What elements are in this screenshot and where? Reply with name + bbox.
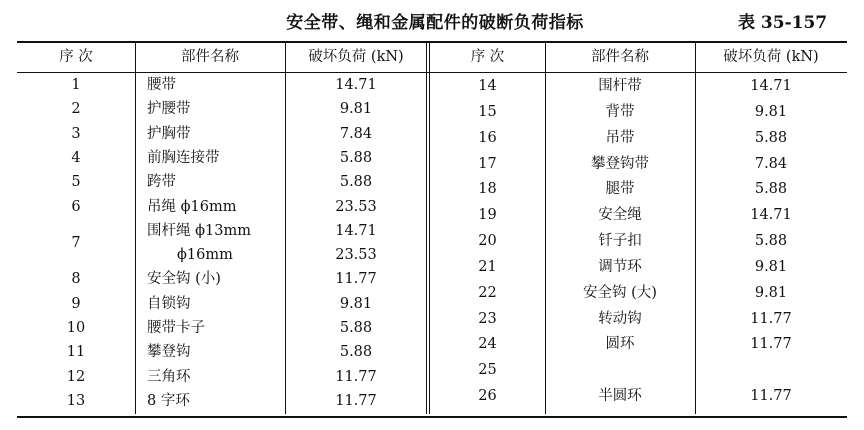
seq-cell: 22 (478, 284, 497, 301)
load-cell: 9.81 (754, 284, 788, 301)
load-cell: 14.71 (335, 77, 377, 93)
load-cell: 5.88 (339, 320, 373, 336)
load-cell: 14.71 (750, 207, 792, 224)
part-name-cell: 护胸带 (147, 125, 191, 142)
header-seq-left: 序 次 (59, 49, 93, 65)
load-cell: 7.84 (339, 125, 373, 142)
load-cell: 11.77 (750, 310, 792, 327)
header-load-right: 破坏负荷 (kN) (723, 49, 819, 65)
seq-cell: 1 (71, 77, 81, 93)
seq-cell: 9 (71, 295, 81, 312)
part-name-cell: 转动钩 (598, 310, 642, 327)
load-cell (695, 359, 847, 381)
seq-cell: 20 (478, 233, 497, 250)
seq-cell: 13 (66, 392, 86, 409)
load-cell: 5.88 (754, 181, 788, 198)
part-name-cell: 腰带卡子 (147, 320, 205, 336)
seq-cell: 15 (478, 103, 497, 120)
load-cell: 5.88 (339, 174, 373, 191)
load-cell: 7.84 (754, 155, 788, 172)
part-name-cell: 围杆绳 ϕ13mm (147, 222, 251, 239)
part-name-cell: 安全钩 (小) (147, 271, 221, 288)
column-divider (135, 43, 136, 414)
seq-cell: 11 (66, 344, 86, 361)
part-name-cell: 腰带 (147, 77, 176, 93)
part-name-cell (545, 359, 695, 381)
load-cell: 14.71 (750, 78, 792, 94)
table-number: 表 35-157 (738, 13, 828, 33)
seq-cell: 5 (71, 174, 81, 191)
part-name-cell: 三角环 (147, 368, 191, 385)
seq-cell: 25 (478, 362, 497, 379)
seq-cell: 14 (478, 78, 497, 94)
part-name-cell: 安全钩 (大) (583, 284, 657, 301)
part-name-cell: 前胸连接带 (147, 149, 220, 166)
seq-cell: 19 (478, 207, 497, 224)
seq-cell: 3 (71, 125, 81, 142)
load-cell: 9.81 (339, 101, 373, 118)
header-load-left: 破坏负荷 (kN) (308, 49, 404, 65)
load-cell: 23.53 (335, 247, 377, 264)
load-cell: 14.71 (335, 222, 377, 239)
part-name-cell: 攀登钩带 (591, 155, 649, 172)
seq-cell: 26 (478, 388, 497, 405)
seq-cell: 18 (478, 181, 497, 198)
seq-cell: 16 (478, 129, 497, 146)
part-name-cell: 吊带 (605, 129, 635, 146)
load-cell: 11.77 (750, 336, 792, 353)
load-cell: 5.88 (754, 233, 788, 250)
load-cell: 11.77 (750, 388, 792, 405)
part-name-cell: 跨带 (147, 174, 176, 191)
load-cell: 5.88 (754, 129, 788, 146)
part-name-cell: 自锁钩 (147, 295, 191, 312)
seq-cell: 12 (66, 368, 86, 385)
seq-cell: 17 (478, 155, 497, 172)
part-name-cell: 护腰带 (147, 101, 191, 118)
seq-cell: 21 (478, 258, 497, 275)
seq-cell: 7 (71, 234, 81, 251)
load-cell: 9.81 (754, 103, 788, 120)
load-cell: 5.88 (339, 344, 373, 361)
load-cell: 5.88 (339, 149, 373, 166)
part-name-cell: 8 字环 (147, 392, 190, 409)
part-name-cell: 调节环 (598, 258, 642, 275)
seq-cell: 10 (66, 320, 86, 336)
part-name-cell: 钎子扣 (598, 233, 642, 250)
header-seq-right: 序 次 (470, 49, 505, 65)
header-name-left: 部件名称 (181, 49, 239, 65)
part-name-cell: 背带 (605, 103, 635, 120)
seq-cell: 6 (71, 198, 81, 215)
part-name-cell: 吊绳 ϕ16mm (147, 198, 237, 215)
part-name-cell: 安全绳 (598, 207, 642, 224)
load-cell: 9.81 (754, 258, 788, 275)
table-header (17, 43, 847, 73)
load-cell: 11.77 (335, 271, 377, 288)
seq-cell: 4 (71, 149, 81, 166)
seq-cell: 24 (478, 336, 497, 353)
part-name-cell: ϕ16mm (177, 247, 233, 264)
seq-cell: 8 (71, 271, 81, 288)
load-cell: 11.77 (335, 368, 377, 385)
part-name-cell: 圆环 (605, 336, 635, 353)
part-name-cell: 腿带 (605, 181, 635, 198)
load-cell: 23.53 (335, 198, 377, 215)
seq-cell: 23 (478, 310, 497, 327)
table-title: 安全带、绳和金属配件的破断负荷指标 (286, 13, 584, 33)
load-cell: 9.81 (339, 295, 373, 312)
load-cell: 11.77 (335, 392, 377, 409)
load-table (17, 41, 847, 418)
part-name-cell: 攀登钩 (147, 344, 191, 361)
header-name-right: 部件名称 (591, 49, 649, 65)
table-caption (0, 8, 864, 32)
part-name-cell: 围杆带 (598, 78, 642, 94)
part-name-cell: 半圆环 (598, 388, 642, 405)
seq-cell: 2 (71, 101, 81, 118)
